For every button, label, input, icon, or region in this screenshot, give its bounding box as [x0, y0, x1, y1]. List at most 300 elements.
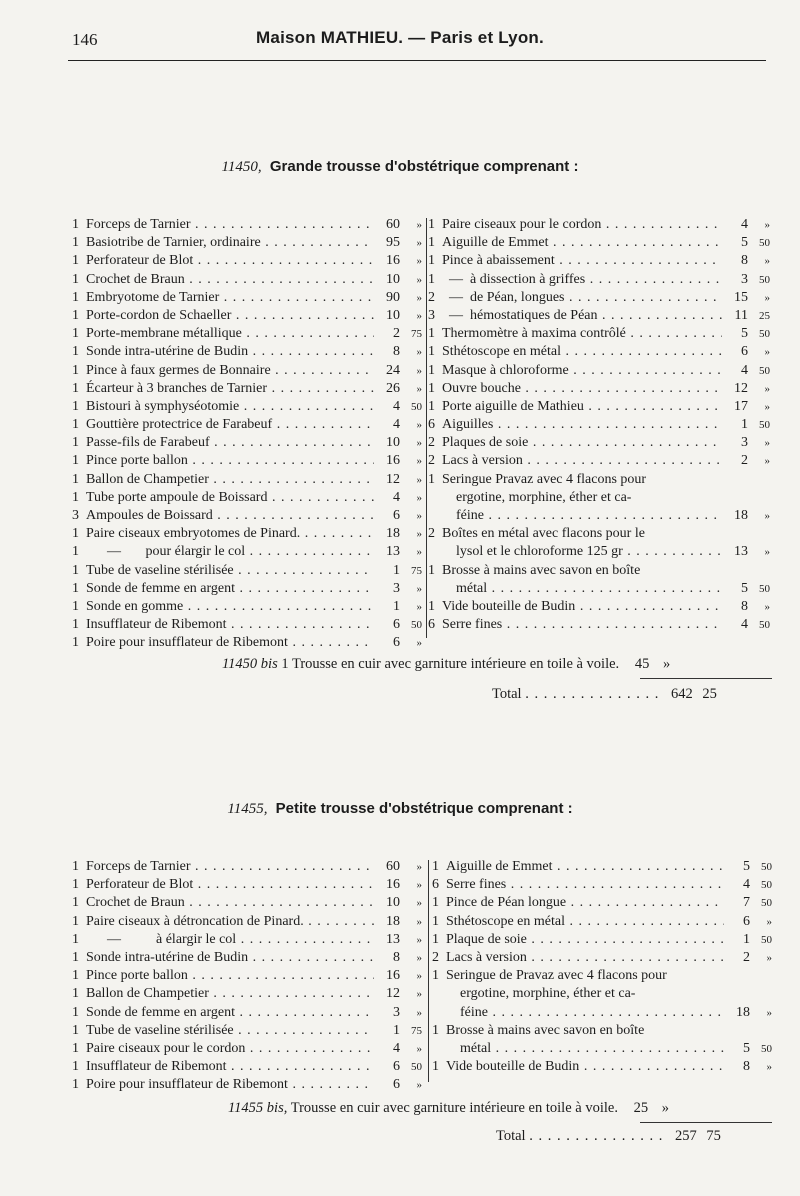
item-description: — de Péan, longues . . . [440, 289, 722, 307]
total-centimes: 25 [702, 686, 717, 702]
item-price-centimes: 50 [761, 933, 772, 946]
item-quantity [432, 985, 444, 1003]
item-price-francs: 13 [734, 544, 748, 560]
item-price-francs: 16 [386, 253, 400, 269]
total-line [492, 686, 717, 703]
item-quantity: 1 [72, 326, 79, 342]
bis-price-francs: 25 [633, 1100, 649, 1116]
item-quantity: 2 [428, 526, 435, 542]
item-price-francs: 5 [741, 235, 748, 251]
item-price-centimes: 50 [759, 582, 770, 595]
item-quantity: 3 [428, 307, 435, 323]
item-price-francs: 16 [386, 453, 400, 469]
item-price-francs: 4 [393, 398, 400, 414]
item-price-centimes: » [764, 546, 770, 559]
item-price-centimes: 50 [761, 861, 772, 873]
item-price-francs: 16 [386, 877, 400, 893]
item-quantity: 2 [428, 289, 435, 305]
item-quantity: 1 [72, 344, 79, 360]
item-row [72, 380, 422, 398]
item-row [72, 507, 422, 525]
item-row [428, 580, 770, 598]
item-description: Plaques de soie . . . [440, 434, 722, 452]
item-row [428, 234, 770, 252]
item-price-centimes: » [416, 382, 422, 395]
item-price-francs: 18 [386, 526, 400, 542]
item-price-francs: 18 [734, 508, 748, 523]
section-title: Petite trousse d'obstétrique comprenant : [275, 800, 573, 817]
total-dots: . . . . . . . . . . . . . . . [529, 1128, 664, 1144]
item-quantity: 1 [428, 471, 435, 487]
item-price-centimes: 50 [759, 328, 770, 341]
item-column-left [72, 216, 422, 653]
item-price-francs: 3 [393, 1004, 400, 1020]
item-quantity: 6 [432, 877, 439, 893]
item-row [432, 876, 772, 894]
bis-line [222, 656, 670, 673]
item-quantity: 6 [428, 617, 435, 633]
item-description: Sonde de femme en argent . . . [84, 1004, 374, 1022]
item-description: Pince à abaissement . . . [440, 252, 722, 270]
item-row [432, 913, 772, 931]
item-description: Basiotribe de Tarnier, ordinaire . . . [84, 234, 374, 252]
item-price-francs [724, 967, 750, 985]
item-row [72, 562, 422, 580]
item-row [72, 985, 422, 1003]
item-price-centimes: » [416, 951, 422, 964]
item-description: Serre fines . . . [444, 876, 724, 894]
item-description: Lacs à version . . . [440, 452, 722, 470]
item-row [432, 858, 772, 876]
item-row [72, 876, 422, 894]
item-description: Porte aiguille de Mathieu . . . [440, 398, 722, 416]
item-quantity: 3 [72, 508, 79, 523]
total-line [496, 1128, 721, 1145]
item-price-francs: 13 [386, 544, 400, 560]
bis-text: 1 Trousse en cuir avec garniture intérieure en toile à voile. [281, 656, 620, 672]
item-row [72, 525, 422, 543]
item-price-francs: 4 [393, 417, 400, 433]
item-quantity: 1 [428, 271, 435, 287]
item-price-centimes [750, 985, 772, 1003]
item-price-francs: 5 [743, 1040, 750, 1056]
item-row [72, 931, 422, 949]
item-price-centimes: » [416, 897, 422, 910]
item-description: Thermomètre à maxima contrôlé . . . [440, 325, 722, 343]
item-description: Aiguille de Emmet . . . [440, 234, 722, 252]
item-description: Sonde en gomme . . . [84, 598, 374, 616]
item-price-francs: 1 [743, 931, 750, 947]
item-quantity: 1 [72, 968, 79, 984]
column-divider [428, 860, 429, 1082]
item-price-centimes [748, 525, 770, 543]
item-description: — à dissection à griffes . . . [440, 271, 722, 289]
item-row [72, 343, 422, 361]
item-description: Masque à chloroforme . . . [440, 362, 722, 380]
item-price-centimes: » [416, 861, 422, 873]
item-price-francs: 7 [743, 895, 750, 911]
item-row [432, 985, 772, 1003]
item-quantity: 1 [72, 1059, 79, 1075]
item-quantity: 1 [428, 362, 435, 378]
item-row [72, 434, 422, 452]
item-price-centimes: » [766, 951, 772, 964]
item-price-francs [722, 562, 748, 580]
item-price-centimes: » [764, 510, 770, 522]
item-column-right [428, 216, 770, 634]
item-price-centimes: » [416, 879, 422, 892]
item-description: métal . . . [440, 580, 722, 598]
item-description: Passe-fils de Farabeuf . . . [84, 434, 374, 452]
item-quantity: 1 [428, 253, 435, 269]
item-price-centimes: » [416, 510, 422, 522]
item-description: Forceps de Tarnier . . . [84, 216, 374, 234]
item-row [432, 931, 772, 949]
item-description: Tube de vaseline stérilisée . . . [84, 562, 374, 580]
item-quantity: 1 [72, 598, 79, 614]
item-price-centimes: 50 [411, 1061, 422, 1074]
item-price-centimes: » [416, 309, 422, 322]
item-row [432, 1004, 772, 1022]
item-price-centimes: » [764, 291, 770, 304]
item-price-centimes: 50 [761, 897, 772, 910]
item-price-francs: 24 [386, 362, 400, 378]
item-price-centimes [750, 967, 772, 985]
item-description: Paire ciseaux pour le cordon . . . [440, 216, 722, 234]
total-label: Total [496, 1128, 526, 1144]
item-description: féine . . . [440, 507, 722, 525]
item-price-francs: 8 [741, 598, 748, 614]
item-price-centimes: 75 [411, 564, 422, 577]
item-column-left [72, 858, 422, 1094]
item-price-francs: 8 [393, 949, 400, 965]
bis-price-francs: 45 [634, 656, 650, 672]
item-price-centimes: » [416, 1079, 422, 1092]
item-price-centimes: » [416, 346, 422, 359]
item-price-centimes: 50 [759, 619, 770, 632]
item-description: Sonde intra-utérine de Budin . . . [84, 343, 374, 361]
running-title: Maison MATHIEU. — Paris et Lyon. [256, 28, 544, 47]
item-price-francs: 17 [734, 398, 748, 414]
item-quantity: 1 [428, 217, 435, 232]
item-quantity: 1 [428, 235, 435, 251]
item-description: Poire pour insufflateur de Ribemont . . . [84, 1076, 374, 1094]
item-row [72, 858, 422, 876]
item-price-francs: 3 [741, 435, 748, 451]
item-row [72, 894, 422, 912]
item-quantity: 1 [428, 562, 435, 578]
item-description: Embryotome de Tarnier . . . [84, 289, 374, 307]
total-label: Total [492, 686, 522, 702]
item-quantity: 1 [72, 562, 79, 578]
item-quantity [428, 543, 440, 561]
item-quantity: 1 [72, 417, 79, 433]
item-description: — à élargir le col . . . [84, 931, 374, 949]
item-price-centimes: » [416, 273, 422, 286]
item-row [72, 452, 422, 470]
item-quantity: 1 [72, 544, 79, 560]
item-quantity: 2 [432, 949, 439, 965]
item-row [72, 416, 422, 434]
item-quantity: 1 [72, 1040, 79, 1056]
item-price-francs: 6 [393, 1077, 400, 1093]
item-price-centimes: 75 [411, 328, 422, 341]
item-price-francs: 1 [393, 562, 400, 578]
item-price-centimes: » [764, 455, 770, 468]
item-row [428, 325, 770, 343]
item-quantity: 1 [72, 617, 79, 633]
item-price-centimes: » [416, 437, 422, 450]
item-price-francs: 90 [386, 289, 400, 305]
item-description: Sonde de femme en argent . . . [84, 580, 374, 598]
item-description: Ballon de Champetier . . . [84, 471, 374, 489]
item-price-francs: 12 [386, 986, 400, 1002]
item-price-francs: 1 [741, 417, 748, 433]
item-quantity: 1 [72, 1022, 79, 1038]
section-ref: 11455, [227, 801, 268, 817]
item-price-francs: 4 [393, 1040, 400, 1056]
item-price-centimes: » [766, 1006, 772, 1019]
item-row [72, 543, 422, 561]
item-price-centimes: » [416, 582, 422, 595]
item-quantity: 1 [72, 235, 79, 251]
item-price-francs: 6 [393, 617, 400, 633]
item-quantity: 1 [72, 362, 79, 378]
item-price-centimes: » [764, 437, 770, 450]
item-quantity: 1 [72, 253, 79, 269]
item-row [428, 507, 770, 525]
item-price-centimes: 75 [411, 1024, 422, 1037]
item-row [428, 434, 770, 452]
item-price-francs: 1 [393, 1022, 400, 1038]
item-quantity: 1 [72, 289, 79, 305]
item-quantity: 1 [72, 471, 79, 487]
item-price-francs: 18 [386, 913, 400, 929]
item-description: Tube de vaseline stérilisée . . . [84, 1022, 374, 1040]
item-price-francs: 8 [393, 344, 400, 360]
item-description: Perforateur de Blot . . . [84, 252, 374, 270]
item-description: Perforateur de Blot . . . [84, 876, 374, 894]
item-quantity: 1 [72, 217, 79, 232]
item-price-francs: 13 [386, 931, 400, 947]
item-price-centimes: » [416, 915, 422, 928]
item-price-francs: 26 [386, 380, 400, 396]
item-price-francs: 11 [734, 307, 748, 323]
item-price-francs: 3 [741, 271, 748, 287]
item-price-francs: 6 [393, 1059, 400, 1075]
item-description: Insufflateur de Ribemont . . . [84, 1058, 374, 1076]
item-price-centimes: » [416, 1042, 422, 1055]
item-description: Seringue de Pravaz avec 4 flacons pour [446, 968, 667, 984]
item-row [72, 1040, 422, 1058]
item-price-centimes: » [416, 637, 422, 650]
item-quantity [428, 580, 440, 598]
item-price-centimes: » [416, 255, 422, 268]
item-quantity: 1 [72, 931, 79, 947]
item-price-francs: 1 [393, 598, 400, 614]
item-price-centimes: » [416, 600, 422, 613]
item-description: ergotine, morphine, éther et ca- [442, 489, 632, 505]
item-description: Seringue Pravaz avec 4 flacons pour [442, 471, 647, 487]
item-price-francs [724, 1022, 750, 1040]
item-description: Sthétoscope en métal . . . [444, 913, 724, 931]
item-quantity: 1 [72, 1077, 79, 1093]
item-row [72, 489, 422, 507]
item-price-centimes: 50 [759, 237, 770, 250]
item-row [428, 289, 770, 307]
item-price-centimes [750, 1022, 772, 1040]
item-price-centimes: » [416, 546, 422, 559]
item-price-centimes: » [416, 291, 422, 304]
item-quantity: 1 [72, 526, 79, 542]
item-row [72, 967, 422, 985]
item-quantity: 1 [72, 859, 79, 874]
item-price-francs: 5 [743, 859, 750, 874]
item-price-francs: 12 [386, 471, 400, 487]
item-quantity: 1 [72, 580, 79, 596]
section-heading [0, 800, 800, 818]
item-price-francs: 3 [393, 580, 400, 596]
item-row [428, 562, 770, 580]
item-row [432, 894, 772, 912]
item-row [432, 967, 772, 985]
item-row [428, 343, 770, 361]
item-price-centimes: » [416, 237, 422, 250]
item-price-francs [722, 471, 748, 489]
item-price-centimes: 50 [759, 273, 770, 286]
item-price-centimes: » [416, 1006, 422, 1019]
item-price-francs: 6 [393, 635, 400, 651]
item-description: Lacs à version . . . [444, 949, 724, 967]
item-quantity: 1 [72, 1004, 79, 1020]
item-quantity: 1 [72, 489, 79, 505]
item-description: Paire ciseaux pour le cordon . . . [84, 1040, 374, 1058]
bis-line [228, 1100, 669, 1117]
item-description: Serre fines . . . [440, 616, 722, 634]
item-description: — pour élargir le col . . . [84, 543, 374, 561]
item-price-centimes: » [416, 528, 422, 541]
item-price-centimes [748, 562, 770, 580]
item-description: Poire pour insufflateur de Ribemont . . . [84, 634, 374, 652]
item-row [428, 398, 770, 416]
item-price-centimes [748, 489, 770, 507]
item-description: Forceps de Tarnier . . . [84, 858, 374, 876]
item-price-centimes: 50 [759, 364, 770, 377]
item-price-centimes: 50 [761, 1042, 772, 1055]
item-price-francs [724, 985, 750, 1003]
item-quantity: 1 [72, 877, 79, 893]
item-row [432, 1022, 772, 1040]
total-centimes: 75 [706, 1128, 721, 1144]
item-row [72, 325, 422, 343]
item-row [428, 489, 770, 507]
item-price-francs: 15 [734, 289, 748, 305]
item-description: Insufflateur de Ribemont . . . [84, 616, 374, 634]
item-price-centimes: » [416, 419, 422, 432]
item-row [428, 216, 770, 234]
item-price-centimes: » [416, 364, 422, 377]
item-quantity [428, 507, 440, 525]
item-quantity [432, 1004, 444, 1022]
item-quantity: 1 [72, 398, 79, 414]
section-title: Grande trousse d'obstétrique comprenant : [269, 158, 579, 175]
item-price-francs: 12 [734, 380, 748, 396]
item-row [72, 616, 422, 634]
item-row [432, 1058, 772, 1076]
item-row [72, 252, 422, 270]
item-description: Porte-membrane métallique . . . [84, 325, 374, 343]
item-description: Gouttière protectrice de Farabeuf . . . [84, 416, 374, 434]
item-price-centimes: 50 [761, 879, 772, 892]
item-quantity: 1 [428, 326, 435, 342]
page-number: 146 [72, 30, 98, 49]
item-quantity: 1 [72, 986, 79, 1002]
item-description: Vide bouteille de Budin . . . [444, 1058, 724, 1076]
item-row [72, 289, 422, 307]
item-price-centimes: » [766, 915, 772, 928]
item-row [72, 598, 422, 616]
item-row [428, 598, 770, 616]
item-price-francs [722, 489, 748, 507]
item-price-francs: 16 [386, 968, 400, 984]
item-row [72, 471, 422, 489]
item-row [72, 580, 422, 598]
item-description: Écarteur à 3 branches de Tarnier . . . [84, 380, 374, 398]
item-price-francs: 8 [741, 253, 748, 269]
item-price-francs: 2 [393, 326, 400, 342]
item-column-right [432, 858, 772, 1076]
item-price-francs: 18 [736, 1004, 750, 1020]
item-price-centimes: » [416, 988, 422, 1001]
item-row [428, 271, 770, 289]
item-row [432, 1040, 772, 1058]
item-price-francs: 4 [741, 362, 748, 378]
item-quantity: 1 [432, 1022, 439, 1038]
item-price-francs: 6 [393, 508, 400, 523]
item-row [72, 1004, 422, 1022]
column-divider [426, 218, 427, 638]
bis-ref: 11450 bis [222, 656, 278, 672]
item-row [72, 234, 422, 252]
item-row [72, 913, 422, 931]
item-description: féine . . . [444, 1004, 724, 1022]
item-price-centimes: » [416, 455, 422, 468]
item-row [72, 398, 422, 416]
item-price-centimes: » [766, 1061, 772, 1074]
item-row [72, 1058, 422, 1076]
item-quantity: 2 [428, 453, 435, 469]
item-price-centimes [748, 471, 770, 489]
item-quantity: 1 [432, 931, 439, 947]
total-francs: 642 [670, 686, 693, 702]
item-price-francs: 6 [743, 913, 750, 929]
item-quantity: 1 [72, 949, 79, 965]
item-quantity: 1 [72, 435, 79, 451]
bis-price-centimes: » [662, 656, 671, 672]
item-description: Aiguille de Emmet . . . [444, 858, 724, 876]
item-quantity: 1 [72, 895, 79, 911]
item-price-francs: 2 [741, 453, 748, 469]
item-row [428, 307, 770, 325]
item-quantity: 1 [432, 968, 439, 984]
item-row [428, 362, 770, 380]
item-quantity: 1 [428, 398, 435, 414]
item-description: Bistouri à symphyséotomie . . . [84, 398, 374, 416]
item-quantity [428, 489, 440, 507]
item-row [428, 471, 770, 489]
item-row [428, 380, 770, 398]
total-francs: 257 [674, 1128, 697, 1144]
